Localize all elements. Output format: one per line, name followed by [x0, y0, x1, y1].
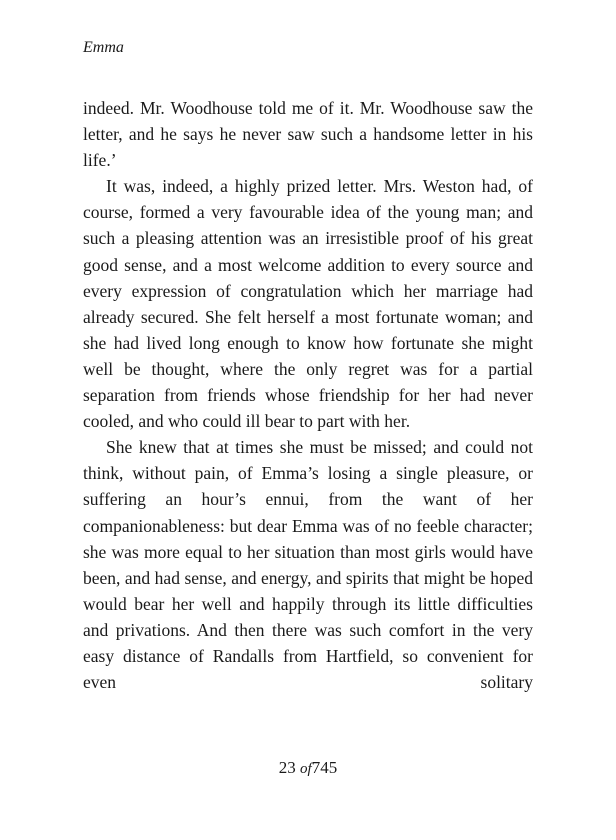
paragraph-1: indeed. Mr. Woodhouse told me of it. Mr. Woodhouse saw the letter, and he says he never saw such a handsome letter in his life.’	[83, 98, 533, 171]
paragraph-2: It was, indeed, a highly prized letter. Mrs. Weston had, of course, formed a very favourable idea of the young man; and such a pleasing attention was an irresistible proof of his great good sense, and a most welcome addition to every source and every expression of congratulation which her marriage had already secured. She felt herself a most fortunate woman; and she had lived long enough to know how fortunate she might well be thought, where the only regret was for a partial separation from friends whose friendship for her had never cooled, and who could ill bear to part with her.	[83, 176, 533, 432]
page-number-footer	[0, 757, 616, 780]
running-header-title: Emma	[83, 39, 124, 56]
page-text	[83, 95, 533, 695]
page-of-label: of	[300, 761, 312, 777]
total-page-count: 745	[311, 758, 338, 777]
current-page-number: 23	[278, 758, 296, 777]
paragraph-3: She knew that at times she must be missed; and could not think, without pain, of Emma’s losing a single pleasure, or suffering an hour’s ennui, from the want of her companionableness: but dear Emma was of no feeble character; she was more equal to her situation than most girls would have been, and had sense, and energy, and spirits that might be hoped would bear her well and happily through its little difficulties and privations. And then there was such comfort in the very easy distance of Randalls from Hartfield, so convenient for even solitary	[83, 437, 533, 693]
